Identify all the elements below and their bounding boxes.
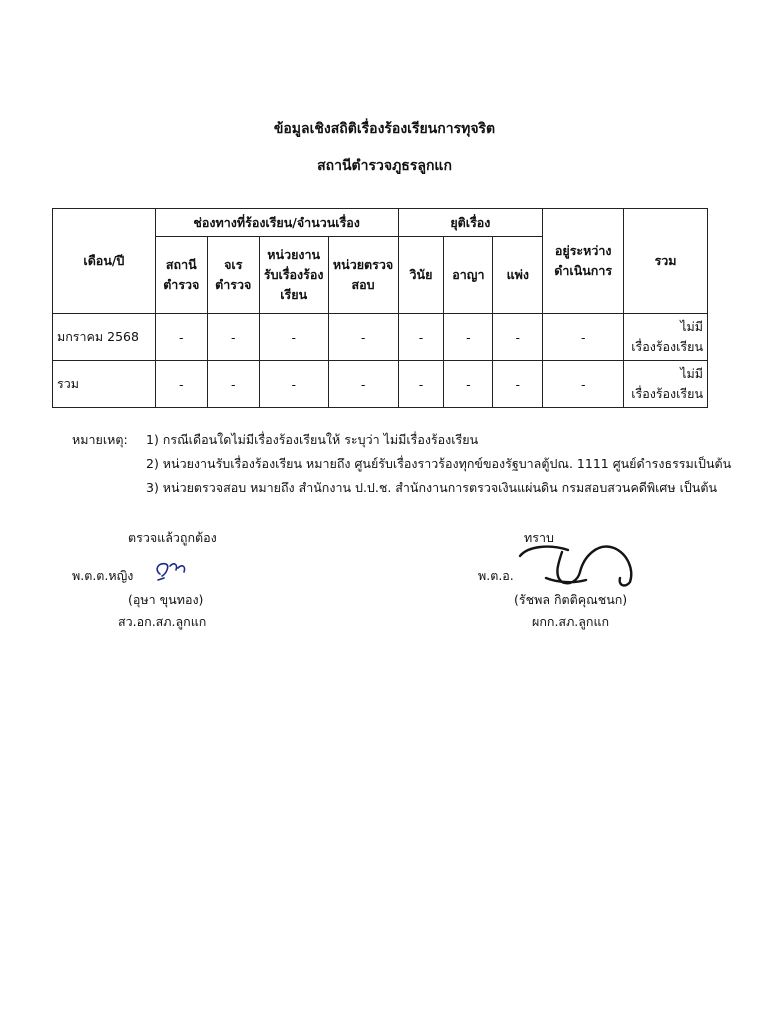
row-label: มกราคม 2568 — [53, 314, 156, 361]
cell: - — [398, 361, 444, 408]
left-rank: พ.ต.ต.หญิง — [72, 568, 134, 583]
document-subtitle: สถานีตำรวจภูธรลูกแก — [317, 158, 452, 174]
header-complaint-agency: หน่วยงานรับเรื่องร้องเรียน — [259, 237, 328, 314]
notes — [72, 428, 731, 500]
cell: - — [444, 314, 493, 361]
header-audit-unit: หน่วยตรวจสอบ — [328, 237, 398, 314]
row-label: รวม — [53, 361, 156, 408]
cell: - — [493, 314, 543, 361]
header-channel: ช่องทางที่ร้องเรียน/จำนวนเรื่อง — [155, 209, 398, 237]
right-rank: พ.ต.อ. — [478, 568, 514, 583]
header-resolved: ยุติเรื่อง — [398, 209, 543, 237]
table-row — [53, 314, 708, 361]
cell: - — [328, 314, 398, 361]
cell: - — [493, 361, 543, 408]
header-civil: แพ่ง — [493, 237, 543, 314]
note-item: 3) หน่วยตรวจสอบ หมายถึง สำนักงาน ป.ป.ช. สำนักงานการตรวจเงินแผ่นดิน กรมสอบสวนคดีพิเศษ เป็นต้น — [146, 480, 717, 495]
cell: - — [328, 361, 398, 408]
header-discipline: วินัย — [398, 237, 444, 314]
note-item: 1) กรณีเดือนใดไม่มีเรื่องร้องเรียนให้ ระบุว่า ไม่มีเรื่องร้องเรียน — [146, 432, 479, 447]
cell: - — [155, 314, 207, 361]
header-pending: อยู่ระหว่างดำเนินการ — [543, 209, 624, 314]
cell: - — [259, 361, 328, 408]
cell: - — [259, 314, 328, 361]
note-item: 2) หน่วยงานรับเรื่องร้องเรียน หมายถึง ศูนย์รับเรื่องราวร้องทุกข์ของรัฐบาลตู้ปณ. 1111 ศูนย์ดำรงธรรมเป็นต้น — [146, 456, 732, 471]
cell: - — [207, 314, 259, 361]
cell: - — [543, 361, 624, 408]
left-position: สว.อก.สภ.ลูกแก — [118, 614, 207, 629]
cell: - — [444, 361, 493, 408]
statistics-table — [52, 208, 708, 408]
header-total: รวม — [624, 209, 708, 314]
table-row — [53, 361, 708, 408]
total-line-2: เรื่องร้องเรียน — [631, 339, 703, 354]
total-line-1: ไม่มี — [680, 366, 703, 381]
header-inspector: จเรตำรวจ — [207, 237, 259, 314]
right-name: (รัชพล กิตติคุณชนก) — [514, 592, 628, 607]
left-name: (อุษา ขุนทอง) — [128, 592, 204, 607]
cell: - — [207, 361, 259, 408]
right-signature-mark — [506, 536, 646, 592]
document-title: ข้อมูลเชิงสถิติเรื่องร้องเรียนการทุจริต — [273, 121, 496, 137]
header-month: เดือน/ปี — [53, 209, 156, 314]
left-caption: ตรวจแล้วถูกต้อง — [128, 530, 217, 545]
header-criminal: อาญา — [444, 237, 493, 314]
row-total — [624, 361, 708, 408]
notes-label: หมายเหตุ: — [72, 432, 128, 447]
total-line-1: ไม่มี — [680, 319, 703, 334]
header-police-station: สถานีตำรวจ — [155, 237, 207, 314]
cell: - — [543, 314, 624, 361]
right-position: ผกก.สภ.ลูกแก — [532, 614, 610, 629]
right-caption: ทราบ — [524, 530, 554, 545]
cell: - — [398, 314, 444, 361]
left-signature-mark — [150, 556, 190, 584]
cell: - — [155, 361, 207, 408]
row-total — [624, 314, 708, 361]
total-line-2: เรื่องร้องเรียน — [631, 386, 703, 401]
